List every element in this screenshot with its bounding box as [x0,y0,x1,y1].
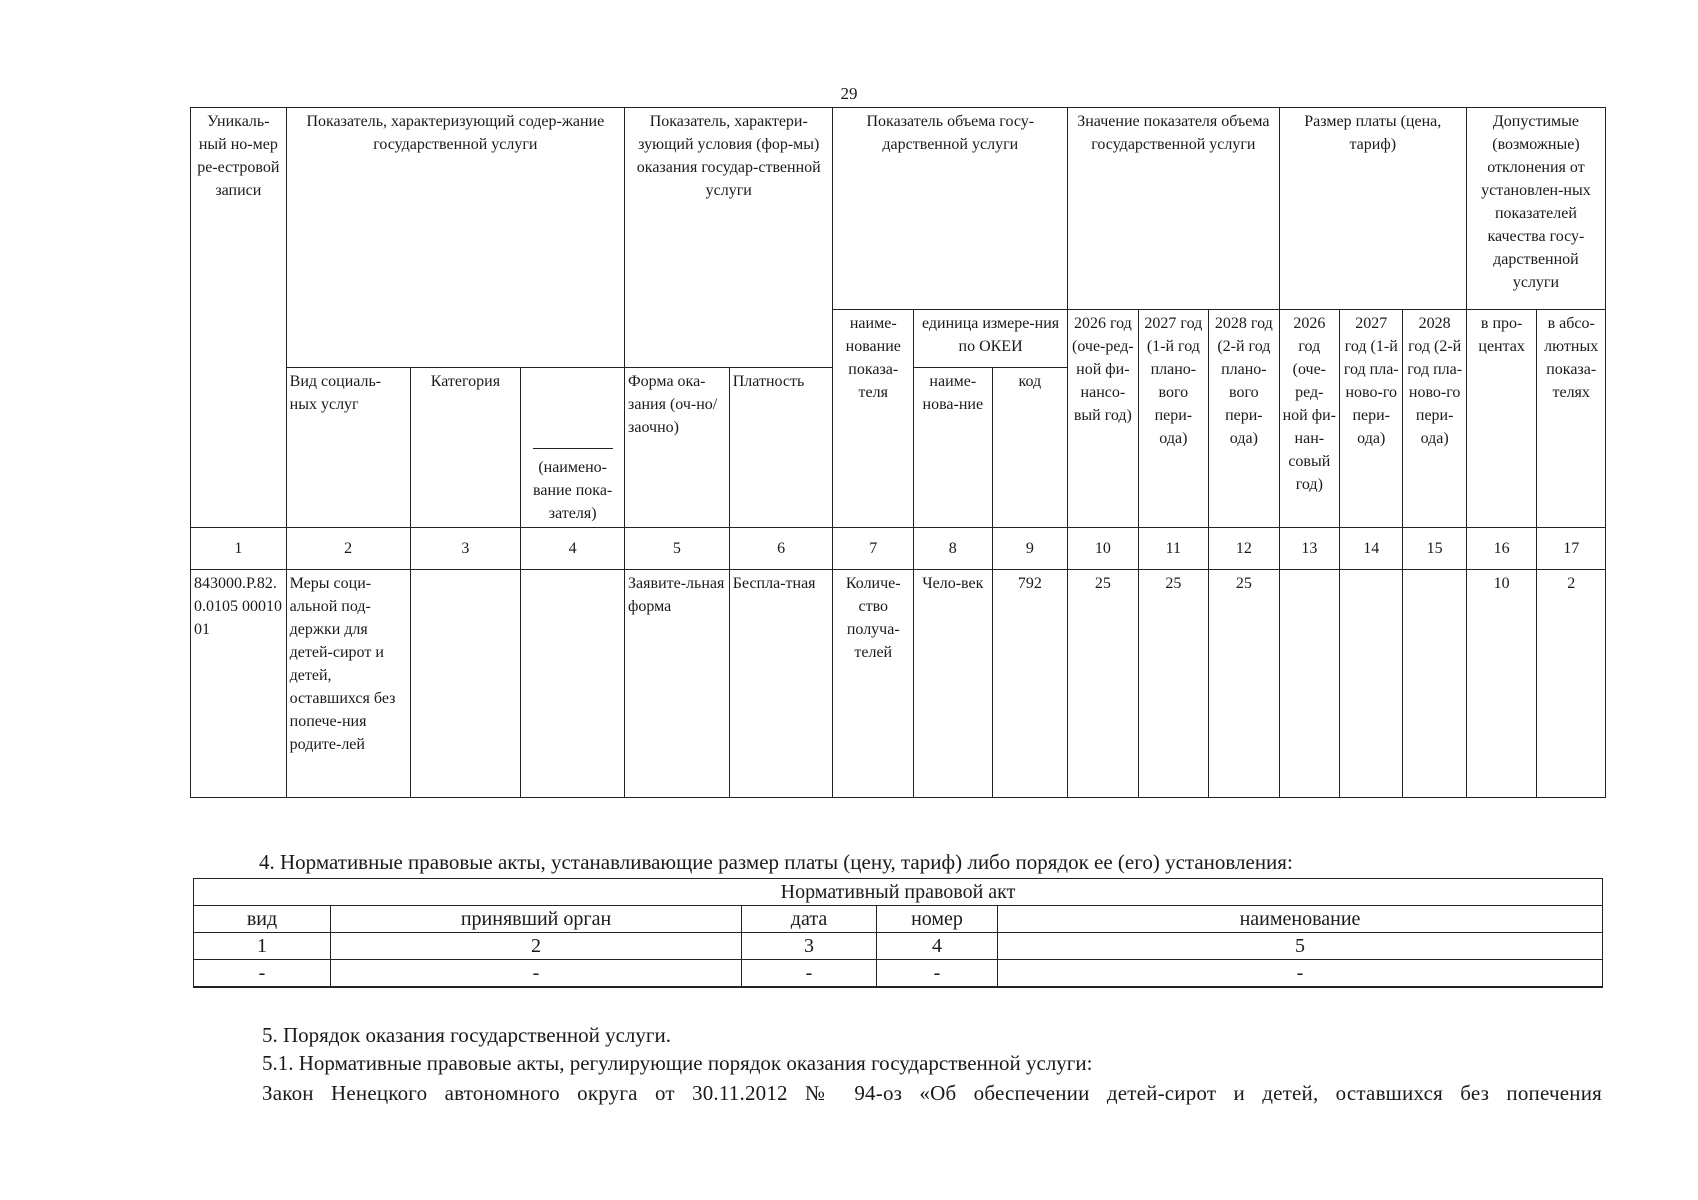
col-num: 2 [331,933,742,960]
fee-2026 [1279,570,1339,798]
col-num: 11 [1138,528,1208,570]
col-num: 8 [914,528,993,570]
legal-act-caption: Нормативный правовой акт [194,879,1603,906]
table-row [191,570,1606,798]
col-num: 10 [1068,528,1138,570]
header-registry-number: Уникаль-ный но-мер ре-естровой записи [191,108,287,528]
category [410,570,521,798]
header-value-2026: 2026 год (оче-ред-ной фи-нансо-вый год) [1068,310,1138,528]
header-deviation-absolute: в абсо-лютных показа-телях [1537,310,1606,528]
header-fee-2028: 2028 год (2-й год пла-ново-го пери-ода) [1403,310,1466,528]
section5-1-title: 5.1. Нормативные правовые акты, регулирующие порядок оказания государственной услуги: [262,1051,1093,1075]
deviation-absolute: 2 [1537,570,1606,798]
header-fee-2026: 2026 год (оче-ред-ной фи-нан-совый год) [1279,310,1339,528]
col-num: 3 [742,933,877,960]
deviation-percent: 10 [1466,570,1536,798]
col-num: 4 [877,933,998,960]
column-header: принявший орган [331,906,742,933]
header-blank-indicator-label: (наимено-вание пока-зателя) [533,459,613,522]
table-cell: - [194,960,331,988]
column-header: номер [877,906,998,933]
header-conditions-indicator: Показатель, характери-зующий условия (фор-мы) оказания государ-ственной услуги [625,108,833,368]
header-volume-value: Значение показателя объема государственной услуги [1068,108,1279,310]
col-num: 5 [998,933,1603,960]
col-num: 14 [1340,528,1403,570]
table-cell: - [998,960,1603,988]
header-deviation: Допустимые (возможные) отклонения от установлен-ных показателей качества госу-дарственной услуги [1466,108,1605,310]
unit-code: 792 [992,570,1068,798]
header-fee-2027: 2027 год (1-й год пла-ново-го пери-ода) [1340,310,1403,528]
col-num: 5 [625,528,730,570]
col-num: 16 [1466,528,1536,570]
fee-2027 [1340,570,1403,798]
law-reference-text: Закон Ненецкого автономного округа от 30.11.2012 № 94-оз «Об обеспечении детей-сирот и детей, оставшихся без попечения [262,1081,1602,1105]
col-num: 15 [1403,528,1466,570]
payment: Беспла-тная [729,570,833,798]
header-unit-code: код [992,368,1068,528]
header-indicator-name: наиме-нование показа-теля [833,310,914,528]
section4-title: 4. Нормативные правовые акты, устанавливающие размер платы (цену, тариф) либо порядок ее (его) установления: [259,850,1293,874]
column-header: дата [742,906,877,933]
col-num: 1 [194,933,331,960]
header-deviation-percent: в про-центах [1466,310,1536,528]
header-category: Категория [410,368,521,528]
value-2026: 25 [1068,570,1138,798]
value-2027: 25 [1138,570,1208,798]
registry-number: 843000.Р.82.0.0105 0001001 [191,570,287,798]
col-num: 7 [833,528,914,570]
table-cell: - [331,960,742,988]
col-num: 4 [521,528,625,570]
col-num: 12 [1209,528,1280,570]
column-header: наименование [998,906,1603,933]
legal-acts-table [193,878,1603,988]
header-content-indicator: Показатель, характеризующий содер-жание государственной услуги [286,108,624,368]
header-unit-name: наиме-нова-ние [914,368,993,528]
indicator-name: Количе-ство получа-телей [833,570,914,798]
blank-indicator [521,570,625,798]
header-volume-indicator: Показатель объема госу-дарственной услуги [833,108,1068,310]
fee-2028 [1403,570,1466,798]
column-header: вид [194,906,331,933]
col-num: 3 [410,528,521,570]
col-num: 9 [992,528,1068,570]
value-2028: 25 [1209,570,1280,798]
unit-name: Чело-век [914,570,993,798]
legal-act-number-row [194,933,1603,960]
header-fee: Размер платы (цена, тариф) [1279,108,1466,310]
legal-act-header-row [194,906,1603,933]
table-row [194,960,1603,988]
header-unit-okei: единица измере-ния по ОКЕИ [914,310,1068,368]
header-value-2028: 2028 год (2-й год плано-вого пери-ода) [1209,310,1280,528]
header-service-form: Форма ока-зания (оч-но/заочно) [625,368,730,528]
col-num: 2 [286,528,410,570]
col-num: 13 [1279,528,1339,570]
blank-underline [533,434,613,449]
header-blank-indicator [521,368,625,528]
section5-title: 5. Порядок оказания государственной услуги. [262,1023,671,1047]
page-number: 29 [840,84,858,103]
table-cell: - [742,960,877,988]
service-volume-table [190,107,1606,798]
header-service-type: Вид социаль-ных услуг [286,368,410,528]
header-payment: Платность [729,368,833,528]
table-cell: - [877,960,998,988]
service-form: Заявите-льная форма [625,570,730,798]
header-value-2027: 2027 год (1-й год плано-вого пери-ода) [1138,310,1208,528]
col-num: 6 [729,528,833,570]
service-type: Меры соци-альной под-держки для детей-сирот и детей, оставшихся без попече-ния родите-лей [286,570,410,798]
column-number-row [191,528,1606,570]
col-num: 1 [191,528,287,570]
col-num: 17 [1537,528,1606,570]
